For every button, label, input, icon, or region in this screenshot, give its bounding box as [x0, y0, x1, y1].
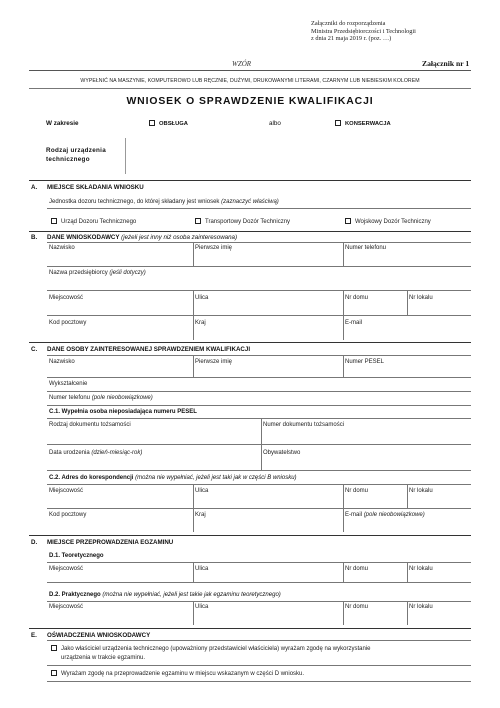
d2-city-field[interactable]: Miejscowość [49, 604, 84, 610]
b-country-field[interactable]: Kraj [195, 320, 206, 326]
device-type-line-1: Rodzaj urządzenia [46, 147, 107, 154]
b-firstname-field[interactable]: Pierwsze imię [195, 245, 233, 251]
divider [47, 508, 471, 509]
c2-email-label: E-mail [345, 512, 363, 518]
d1-city-field[interactable]: Miejscowość [49, 566, 84, 572]
section-d-heading [29, 539, 173, 546]
col-divider [193, 562, 194, 582]
a-instruction-note: (zaznaczyć właściwą) [221, 199, 279, 205]
section-e-number: E. [31, 632, 37, 639]
section-a-number: A. [31, 184, 38, 191]
checkbox-wdt[interactable] [345, 218, 351, 224]
d1-title: D.1. Teoretycznego [49, 553, 104, 559]
udt-label: Urząd Dozoru Technicznego [61, 219, 137, 225]
c2-city-field[interactable]: Miejscowość [49, 488, 84, 494]
section-c-number: C. [31, 346, 38, 353]
c2-street-field[interactable]: Ulica [195, 488, 209, 494]
d2-note: (można nie wypełniać, jeżeli jest takie jak egzaminu teoretycznego) [102, 592, 281, 598]
d1-flat-no-field[interactable]: Nr lokalu [409, 566, 433, 572]
section-b-title: DANE WNIOSKODAWCY [47, 234, 120, 241]
section-a-title: MIEJSCE SKŁADANIA WNIOSKU [47, 184, 144, 191]
attachment-number: Załącznik nr 1 [422, 59, 470, 68]
regulation-line-3: z dnia 21 maja 2019 r. (poz. …) [311, 35, 392, 43]
birthdate-label: Data urodzenia [49, 450, 90, 456]
c-doc-number-field[interactable]: Numer dokumentu tożsamości [263, 422, 345, 428]
regulation-line-1: Załączniki do rozporządzenia [311, 20, 386, 27]
a-instruction-main: Jednostka dozoru technicznego, do której składany jest wniosek [49, 199, 220, 205]
col-divider [193, 601, 194, 625]
col-divider [407, 601, 408, 625]
b-surname-field[interactable]: Nazwisko [49, 245, 75, 251]
divider [47, 315, 471, 316]
section-c-divider [29, 342, 471, 343]
divider [47, 266, 471, 267]
section-a-heading [29, 184, 144, 191]
col-divider [407, 484, 408, 508]
c2-heading [49, 475, 297, 481]
section-e-heading [29, 632, 150, 639]
col-divider [407, 290, 408, 315]
c2-postcode-field[interactable]: Kod pocztowy [49, 512, 87, 518]
tdt-label: Transportowy Dozór Techniczny [205, 219, 291, 225]
b-email-field[interactable]: E-mail [345, 320, 363, 326]
checkbox-tdt[interactable] [195, 218, 201, 224]
section-a-divider [29, 180, 471, 181]
b-house-no-field[interactable]: Nr domu [345, 295, 369, 301]
divider [47, 681, 471, 682]
maintenance-label: KONSERWACJA [345, 121, 391, 127]
section-c-heading [29, 346, 250, 353]
owner-consent-line-1: Jako właściciel urządzenia technicznego (upoważniony przedstawiciel właściciela) wyrażam zgodę na wykorzystanie [61, 646, 371, 652]
c-surname-field[interactable]: Nazwisko [49, 359, 75, 365]
b-postcode-field[interactable]: Kod pocztowy [49, 320, 87, 326]
c2-country-field[interactable]: Kraj [195, 512, 206, 518]
checkbox-operation[interactable] [149, 120, 155, 126]
col-divider [193, 355, 194, 377]
option-wdt[interactable] [345, 218, 431, 225]
scope-option-maintenance[interactable] [335, 120, 391, 127]
checkbox-maintenance[interactable] [335, 120, 341, 126]
c2-email-field[interactable] [345, 512, 425, 518]
divider [47, 377, 471, 378]
c-doc-type-field[interactable]: Rodzaj dokumentu tożsamości [49, 422, 131, 428]
divider [47, 470, 471, 471]
section-b-number: B. [31, 234, 38, 241]
device-type-field[interactable] [125, 138, 471, 174]
col-divider [343, 242, 344, 266]
statement-owner-consent[interactable] [51, 645, 370, 652]
device-type-line-2: technicznego [46, 156, 90, 163]
section-d-number: D. [31, 539, 38, 546]
option-tdt[interactable] [195, 218, 290, 225]
template-label: WZÓR [232, 60, 252, 68]
divider [47, 242, 471, 243]
company-note: (jeśli dotyczy) [109, 270, 146, 276]
checkbox-exam-location[interactable] [51, 670, 57, 676]
b-phone-field[interactable]: Numer telefonu [345, 245, 387, 251]
col-divider [343, 562, 344, 582]
c-phone-label: Numer telefonu [49, 395, 91, 401]
section-d-divider [29, 535, 471, 536]
statement-exam-location-consent[interactable] [51, 670, 304, 677]
divider [47, 405, 471, 406]
d2-house-no-field[interactable]: Nr domu [345, 604, 369, 610]
c2-flat-no-field[interactable]: Nr lokalu [409, 488, 433, 494]
section-e-title: OŚWIADCZENIA WNIOSKODAWCY [47, 632, 151, 639]
divider [47, 665, 471, 666]
b-street-field[interactable]: Ulica [195, 295, 209, 301]
birthdate-note: (dzień-miesiąc-rok) [91, 450, 143, 456]
c-phone-field[interactable] [49, 395, 153, 401]
form-title: WNIOSEK O SPRAWDZENIE KWALIFIKACJI [126, 96, 374, 107]
divider [47, 582, 471, 583]
col-divider [193, 242, 194, 266]
c-education-field[interactable]: Wykształcenie [49, 381, 88, 387]
section-e-divider [29, 628, 471, 629]
device-type-label [46, 146, 106, 164]
divider [47, 391, 471, 392]
exam-location-consent-label: Wyrażam zgodę na przeprowadzenie egzaminu w miejscu wskazanym w części D wniosku. [61, 671, 305, 677]
regulation-line-2: Ministra Przedsiębiorczości i Technologii [311, 27, 416, 35]
c-phone-note: (pole nieobowiązkowe) [91, 395, 153, 401]
divider [47, 355, 471, 356]
c2-title: C.2. Adres do korespondencji [49, 475, 134, 481]
company-label: Nazwa przedsiębiorcy [49, 270, 108, 276]
d1-street-field[interactable]: Ulica [195, 566, 209, 572]
d2-flat-no-field[interactable]: Nr lokalu [409, 604, 433, 610]
divider [29, 88, 471, 89]
scope-option-operation[interactable] [149, 120, 188, 127]
c2-email-note: (pole nieobowiązkowe) [363, 512, 425, 518]
section-b-note: (jeżeli jest inny niż osoba zainteresowana) [121, 234, 238, 241]
divider [47, 444, 471, 445]
section-b-divider [29, 231, 471, 232]
operation-label: OBSŁUGA [159, 121, 188, 127]
owner-consent-line-2: urządzenia w trakcie egzaminu. [61, 655, 146, 661]
c2-house-no-field[interactable]: Nr domu [345, 488, 369, 494]
col-divider [343, 355, 344, 377]
section-b-heading [29, 234, 237, 241]
option-udt[interactable] [51, 218, 136, 225]
section-d-title: MIEJSCE PRZEPROWADZENIA EGZAMINU [47, 539, 174, 546]
section-a-instruction [49, 199, 279, 205]
d2-heading [49, 592, 281, 598]
c2-note: (można nie wypełniać, jeżeli jest taki jak w części B wniosku) [135, 475, 297, 481]
scope-label: W zakresie [46, 120, 79, 127]
top-divider [29, 70, 471, 71]
divider [47, 640, 471, 641]
fill-instruction: WYPEŁNIĆ NA MASZYNIE, KOMPUTEROWO LUB RĘCZNIE, DUŻYMI, DRUKOWANYMI LITERAMI, CZARNYM LUB NIEBIESKIM KOLOREM [80, 78, 420, 84]
b-company-field[interactable] [49, 270, 146, 276]
regulation-header [311, 20, 416, 43]
wdt-label: Wojskowy Dozór Techniczny [355, 219, 431, 225]
b-flat-no-field[interactable]: Nr lokalu [409, 295, 433, 301]
d2-title: D.2. Praktycznego [49, 592, 101, 598]
divider [47, 418, 471, 419]
c1-title: C.1. Wypełnia osoba nieposiadająca numeru PESEL [49, 409, 197, 415]
c-citizenship-field[interactable]: Obywatelstwo [263, 450, 301, 456]
b-city-field[interactable]: Miejscowość [49, 295, 84, 301]
section-c-title: DANE OSOBY ZAINTERESOWANEJ SPRAWDZENIEM KWALIFIKACJI [47, 346, 251, 353]
col-divider [343, 601, 344, 625]
d1-house-no-field[interactable]: Nr domu [345, 566, 369, 572]
checkbox-udt[interactable] [51, 218, 57, 224]
c-birthdate-field[interactable] [49, 450, 142, 456]
divider [47, 208, 471, 209]
c-firstname-field[interactable]: Pierwsze imię [195, 359, 233, 365]
checkbox-owner-consent[interactable] [51, 645, 57, 651]
d2-street-field[interactable]: Ulica [195, 604, 209, 610]
or-label: albo [269, 120, 281, 127]
col-divider [407, 562, 408, 582]
c-pesel-field[interactable]: Numer PESEL [345, 359, 385, 365]
